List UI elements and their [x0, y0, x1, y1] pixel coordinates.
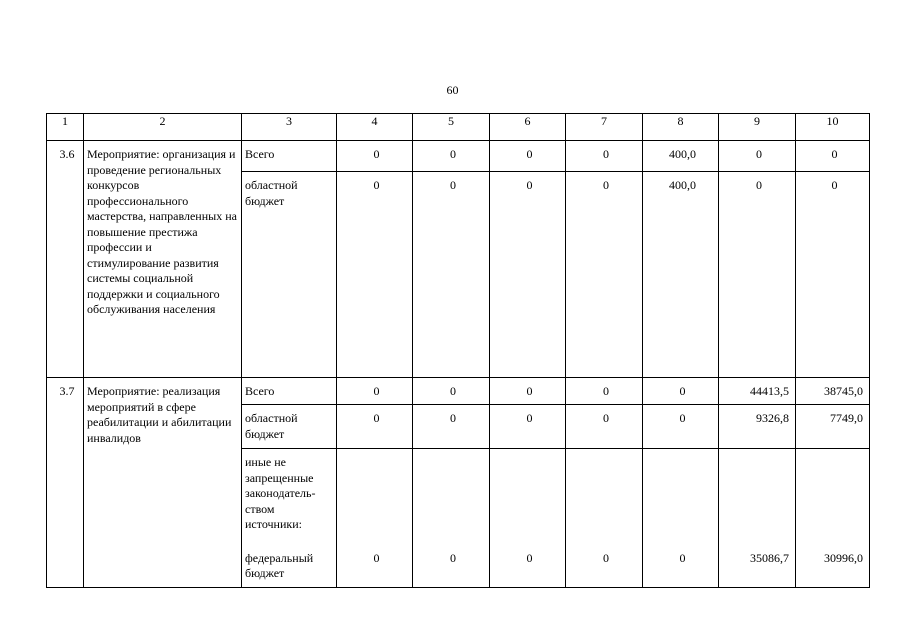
table-cell: 0	[643, 449, 719, 588]
column-header: 7	[566, 114, 643, 141]
table-cell: 0	[566, 141, 643, 172]
table-cell: 0	[566, 405, 643, 449]
table-cell: 30996,0	[796, 449, 870, 588]
funding-source-label: областной бюджет	[242, 172, 337, 378]
table-cell: 0	[490, 378, 566, 405]
table-cell: 0	[719, 141, 796, 172]
table-cell: 0	[796, 141, 870, 172]
table-cell: 0	[413, 449, 490, 588]
table-cell: 0	[490, 449, 566, 588]
other-sources-label: иные не запрещенные законодатель-ством источники:	[245, 455, 316, 531]
table-cell: 0	[643, 378, 719, 405]
table-header-row	[47, 114, 870, 141]
funding-source-label: Всего	[242, 378, 337, 405]
table-cell: 0	[413, 172, 490, 378]
table-cell: 0	[413, 405, 490, 449]
table-cell: 7749,0	[796, 405, 870, 449]
column-header: 5	[413, 114, 490, 141]
table-cell: 400,0	[643, 172, 719, 378]
table-cell: 0	[337, 172, 413, 378]
table-cell: 400,0	[643, 141, 719, 172]
table-cell: 0	[566, 378, 643, 405]
row-description: Мероприятие: реализация мероприятий в сфере реабилитации и абилитации инвалидов	[84, 378, 242, 588]
table-cell: 0	[490, 141, 566, 172]
table-cell: 0	[643, 405, 719, 449]
column-header: 9	[719, 114, 796, 141]
column-header: 3	[242, 114, 337, 141]
table-cell: 0	[490, 172, 566, 378]
table-cell: 0	[337, 378, 413, 405]
table-cell: 0	[413, 378, 490, 405]
column-header: 2	[84, 114, 242, 141]
table-cell: 0	[490, 405, 566, 449]
table-cell: 0	[413, 141, 490, 172]
table-cell: 0	[566, 449, 643, 588]
table-cell: 35086,7	[719, 449, 796, 588]
table-cell: 9326,8	[719, 405, 796, 449]
federal-budget-label: федеральный бюджет	[245, 550, 314, 580]
table-cell: 38745,0	[796, 378, 870, 405]
table-cell: 44413,5	[719, 378, 796, 405]
row-id: 3.7	[47, 378, 84, 588]
table-cell: 0	[337, 449, 413, 588]
row-id: 3.6	[47, 141, 84, 378]
table-row	[47, 378, 870, 405]
table-cell: 0	[337, 141, 413, 172]
page-number: 60	[446, 83, 459, 97]
column-header: 6	[490, 114, 566, 141]
table-cell: 0	[796, 172, 870, 378]
column-header: 4	[337, 114, 413, 141]
budget-table	[46, 113, 870, 588]
column-header: 8	[643, 114, 719, 141]
table-row	[47, 141, 870, 172]
column-header: 10	[796, 114, 870, 141]
column-header: 1	[47, 114, 84, 141]
table-cell: 0	[719, 172, 796, 378]
row-description: Мероприятие: организация и проведение региональных конкурсов профессионального мастерства, направленных на повышение престижа профессии и стимулирование развития системы социальной поддержки и социального обслуживания населения	[84, 141, 242, 378]
funding-source-label	[242, 449, 337, 588]
funding-source-label: областной бюджет	[242, 405, 337, 449]
table-cell: 0	[566, 172, 643, 378]
funding-source-label: Всего	[242, 141, 337, 172]
table-cell: 0	[337, 405, 413, 449]
